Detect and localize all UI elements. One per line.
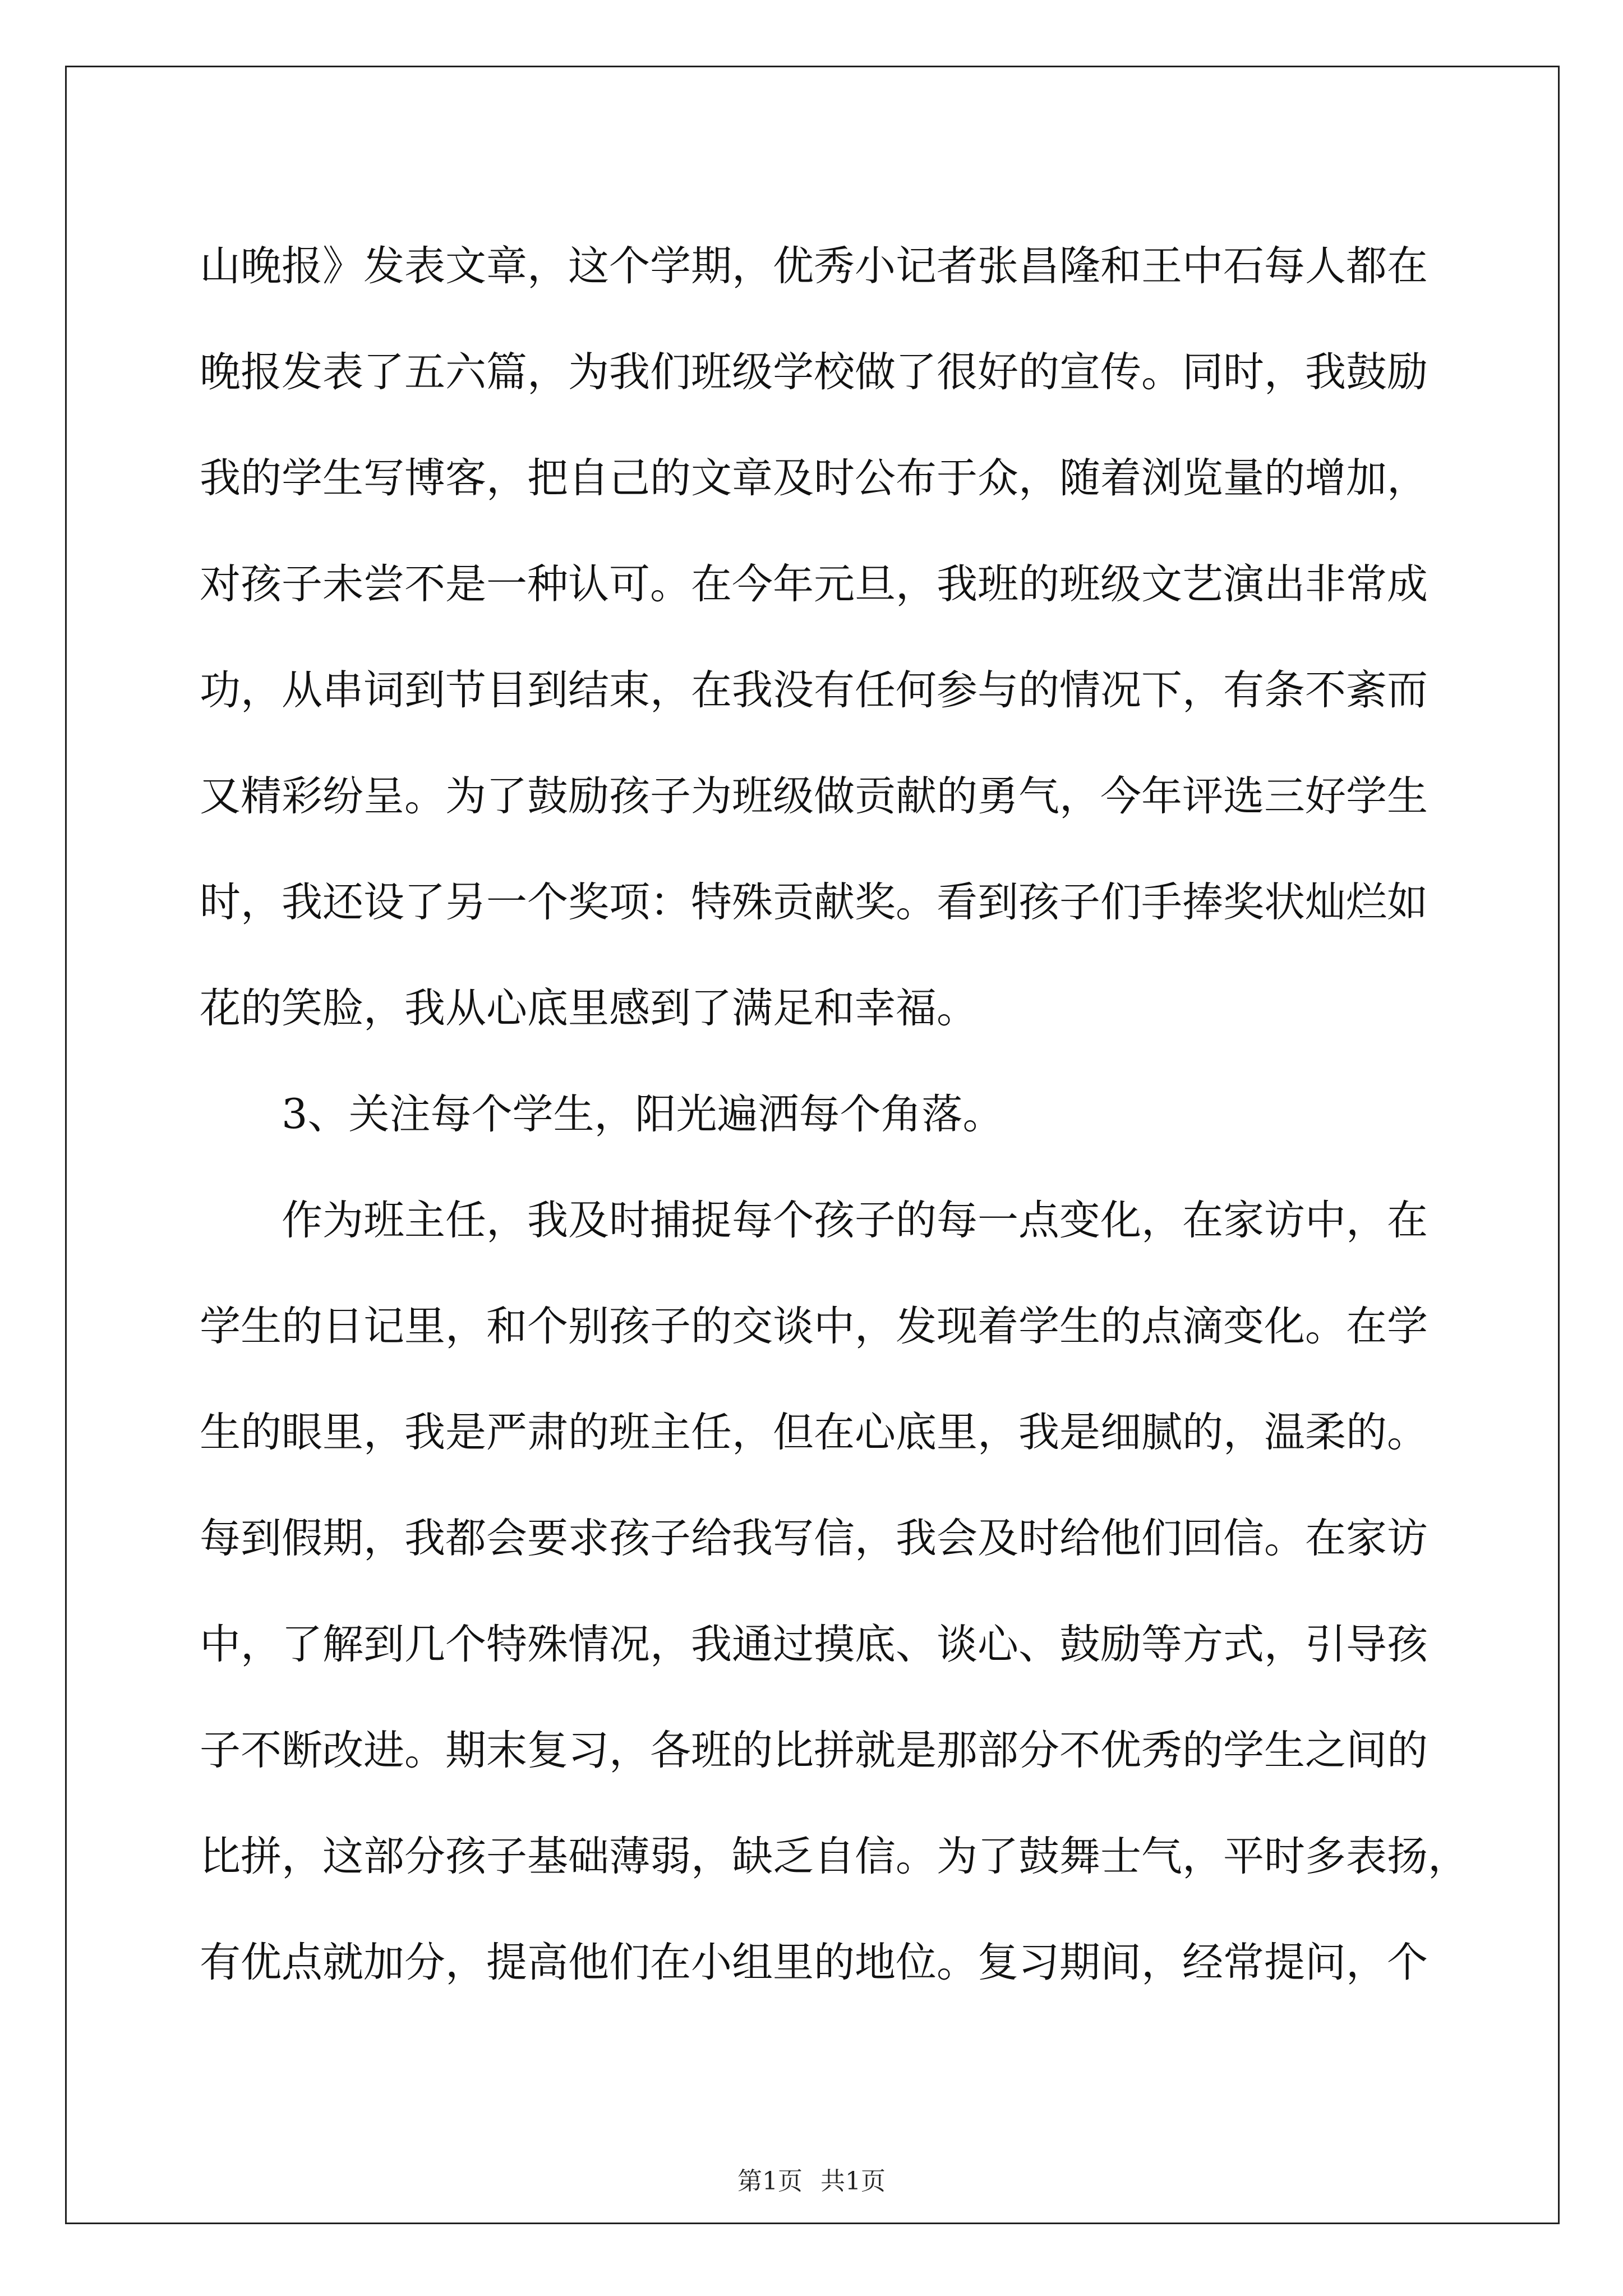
page-number: 第1页 xyxy=(737,2167,803,2196)
text-line: 我的学生写博客，把自己的文章及时公布于众，随着浏览量的增加， xyxy=(200,454,1428,502)
text-line: 时，我还设了另一个奖项：特殊贡献奖。看到孩子们手捧奖状灿烂如 xyxy=(200,878,1428,926)
text-line: 每到假期，我都会要求孩子给我写信，我会及时给他们回信。在家访 xyxy=(200,1515,1428,1562)
text-line: 生的眼里，我是严肃的班主任，但在心底里，我是细腻的，温柔的。 xyxy=(200,1409,1428,1456)
document-body xyxy=(200,213,1469,2016)
text-line: 中，了解到几个特殊情况，我通过摸底、谈心、鼓励等方式，引导孩 xyxy=(200,1621,1428,1668)
text-line: 又精彩纷呈。为了鼓励孩子为班级做贡献的勇气，今年评选三好学生 xyxy=(200,772,1428,820)
text-line: 比拼，这部分孩子基础薄弱，缺乏自信。为了鼓舞士气，平时多表扬， xyxy=(200,1833,1469,1880)
text-line: 学生的日记里，和个别孩子的交谈中，发现着学生的点滴变化。在学 xyxy=(200,1303,1428,1350)
text-line: 有优点就加分，提高他们在小组里的地位。复习期间，经常提问，个 xyxy=(200,1939,1428,1986)
text-line: 子不断改进。期末复习，各班的比拼就是那部分不优秀的学生之间的 xyxy=(200,1727,1428,1774)
page-footer xyxy=(0,2161,1623,2197)
text-line: 山晚报》发表文章，这个学期，优秀小记者张昌隆和王中石每人都在 xyxy=(200,242,1428,290)
text-line: 功，从串词到节目到结束，在我没有任何参与的情况下，有条不紊而 xyxy=(200,666,1428,714)
page-count: 共1页 xyxy=(820,2167,886,2196)
text-line: 晚报发表了五六篇，为我们班级学校做了很好的宣传。同时，我鼓励 xyxy=(200,348,1428,396)
text-line: 花的笑脸，我从心底里感到了满足和幸福。 xyxy=(200,984,978,1032)
text-line: 对孩子未尝不是一种认可。在今年元旦，我班的班级文艺演出非常成 xyxy=(200,560,1428,608)
text-line: 作为班主任，我及时捕捉每个孩子的每一点变化，在家访中，在 xyxy=(282,1197,1428,1244)
section-heading: 3、关注每个学生，阳光遍洒每个角落。 xyxy=(282,1091,1004,1138)
